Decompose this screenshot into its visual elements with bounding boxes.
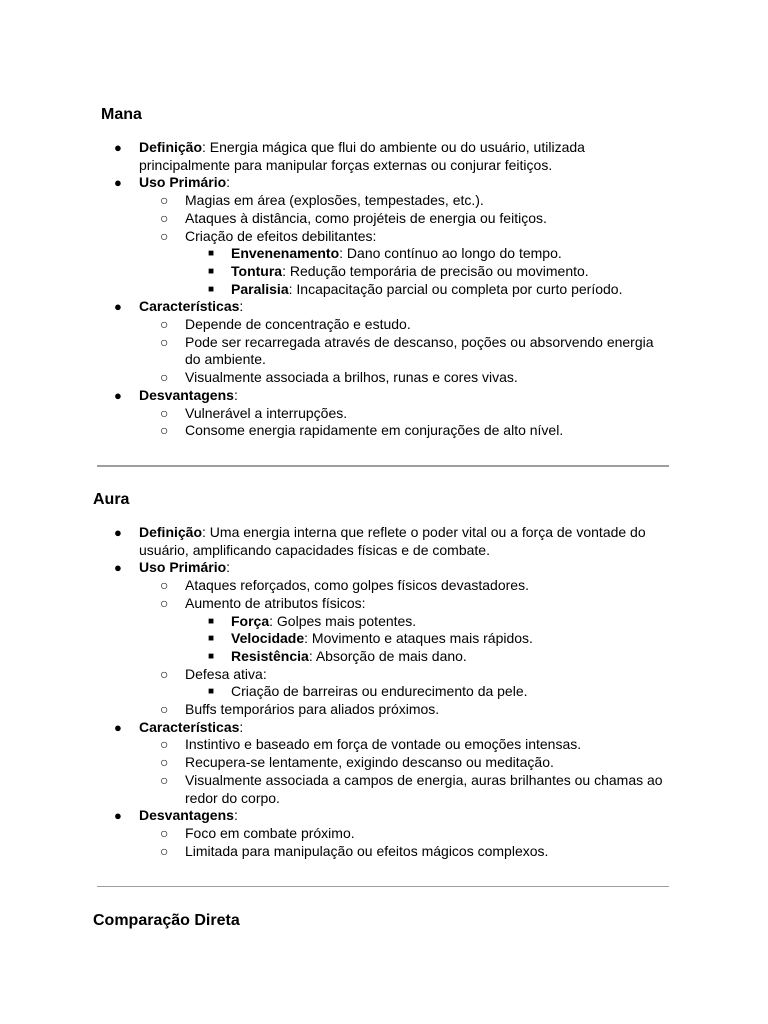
list-item-body: : xyxy=(233,386,238,403)
bullet-list-level-3 xyxy=(0,245,768,298)
list-item-body: Pode ser recarregada através de descanso, poções ou absorvendo energia do ambiente. xyxy=(185,333,654,368)
list-item-text xyxy=(0,298,669,316)
list-item xyxy=(0,754,768,772)
list-item-text xyxy=(0,666,669,684)
list-item-text xyxy=(0,630,669,648)
list-item-text xyxy=(0,174,669,192)
bullet-icon: ○ xyxy=(160,369,169,386)
list-item xyxy=(0,316,768,334)
bullet-icon: ● xyxy=(114,175,122,191)
list-item-text xyxy=(0,524,669,559)
bullet-list-level-1 xyxy=(0,524,768,860)
list-item xyxy=(0,524,768,559)
list-item-label: Tontura xyxy=(231,262,283,279)
list-item-body: Visualmente associada a brilhos, runas e cores vivas. xyxy=(185,369,518,386)
bullet-icon: ○ xyxy=(160,422,169,439)
bullet-icon: ■ xyxy=(208,686,215,698)
list-item-body: : Energia mágica que flui do ambiente ou do usuário, utilizada principalmente para manipular forças externas ou conjurar feitiços. xyxy=(139,139,585,173)
list-item-text xyxy=(0,648,669,666)
bullet-list-level-2 xyxy=(0,736,768,807)
bullet-icon: ■ xyxy=(208,615,215,627)
list-item xyxy=(0,666,768,701)
bullet-icon: ○ xyxy=(160,577,169,594)
list-item-body: : Golpes mais potentes. xyxy=(269,612,417,629)
list-item-body: Criação de efeitos debilitantes: xyxy=(185,227,377,244)
list-item-label: Desvantagens xyxy=(139,386,234,403)
bullet-icon: ■ xyxy=(208,283,215,295)
bullet-list-level-2 xyxy=(0,192,768,298)
section-mana xyxy=(0,139,768,440)
list-item xyxy=(0,334,768,369)
list-item-label: Desvantagens xyxy=(139,807,234,824)
list-item xyxy=(0,281,768,299)
list-item-text xyxy=(0,595,669,613)
list-item-body: : Absorção de mais dano. xyxy=(308,647,467,664)
list-item-label: Definição xyxy=(139,139,203,155)
list-item-body: Visualmente associada a campos de energia, auras brilhantes ou chamas ao redor do corpo. xyxy=(185,771,663,806)
list-item xyxy=(0,210,768,228)
list-item-body: : xyxy=(239,718,244,735)
bullet-icon: ● xyxy=(114,560,122,576)
bullet-list-level-3 xyxy=(0,683,768,701)
bullet-icon: ■ xyxy=(208,650,215,662)
list-item-text xyxy=(0,405,669,423)
list-item-text xyxy=(0,281,669,299)
list-item-text xyxy=(0,843,669,861)
list-item xyxy=(0,772,768,807)
section-divider xyxy=(97,886,669,887)
list-item xyxy=(0,369,768,387)
list-item xyxy=(0,559,768,718)
list-item-text xyxy=(0,387,669,405)
list-item-body: Vulnerável a interrupções. xyxy=(185,404,348,421)
bullet-icon: ● xyxy=(114,525,122,540)
list-item-text xyxy=(0,736,669,754)
list-item-body: : xyxy=(233,807,238,824)
list-item-label: Características xyxy=(139,718,240,735)
bullet-icon: ■ xyxy=(208,633,215,645)
list-item xyxy=(0,613,768,631)
list-item-label: Paralisia xyxy=(231,280,289,297)
list-item-body: : xyxy=(226,174,231,191)
bullet-icon: ● xyxy=(114,808,122,824)
bullet-list-level-2 xyxy=(0,405,768,440)
list-item-text xyxy=(0,192,669,210)
list-item-body: Criação de barreiras ou endurecimento da pele. xyxy=(231,683,528,700)
bullet-icon: ○ xyxy=(160,594,169,611)
bullet-icon: ○ xyxy=(160,824,169,841)
list-item-text xyxy=(0,139,669,174)
bullet-icon: ○ xyxy=(160,701,169,718)
list-item-text xyxy=(0,422,669,440)
list-item xyxy=(0,174,768,298)
list-item xyxy=(0,701,768,719)
list-item-body: Buffs temporários para aliados próximos. xyxy=(185,701,440,718)
list-item-body: : Incapacitação parcial ou completa por curto período. xyxy=(288,280,623,297)
list-item xyxy=(0,719,768,808)
heading-aura: Aura xyxy=(93,491,130,508)
bullet-icon: ■ xyxy=(208,265,215,277)
bullet-icon: ● xyxy=(114,387,122,403)
list-item-body: : Uma energia interna que reflete o poder vital ou a força de vontade do usuário, amplificando capacidades físicas e de combate. xyxy=(139,524,646,558)
bullet-icon: ○ xyxy=(160,771,169,788)
bullet-icon: ○ xyxy=(160,754,169,771)
bullet-icon: ● xyxy=(114,719,122,735)
list-item xyxy=(0,825,768,843)
list-item-label: Resistência xyxy=(231,647,309,664)
list-item-body: Recupera-se lentamente, exigindo descanso ou meditação. xyxy=(185,754,554,771)
list-item-label: Características xyxy=(139,298,240,315)
list-item-text xyxy=(0,559,669,577)
list-item-body: : xyxy=(239,298,244,315)
bullet-list-level-3 xyxy=(0,613,768,666)
list-item-text xyxy=(0,228,669,246)
list-item xyxy=(0,192,768,210)
list-item xyxy=(0,298,768,387)
list-item-text xyxy=(0,613,669,631)
list-item xyxy=(0,843,768,861)
list-item-text xyxy=(0,719,669,737)
list-item-body: Limitada para manipulação ou efeitos mágicos complexos. xyxy=(185,842,549,859)
list-item-label: Velocidade xyxy=(231,630,305,647)
list-item-text xyxy=(0,263,669,281)
list-item xyxy=(0,577,768,595)
section-divider xyxy=(97,465,669,467)
bullet-icon: ○ xyxy=(160,736,169,753)
list-item-body: : Dano contínuo ao longo do tempo. xyxy=(339,245,562,262)
bullet-icon: ○ xyxy=(160,209,169,226)
list-item-body: : Redução temporária de precisão ou movimento. xyxy=(282,262,589,279)
bullet-list-level-2 xyxy=(0,577,768,719)
list-item-text xyxy=(0,316,669,334)
list-item-label: Definição xyxy=(139,524,203,540)
list-item xyxy=(0,387,768,440)
list-item-text xyxy=(0,210,669,228)
heading-comparacao-direta: Comparação Direta xyxy=(93,912,240,929)
list-item xyxy=(0,630,768,648)
list-item-body: Defesa ativa: xyxy=(185,665,267,682)
bullet-icon: ● xyxy=(114,140,122,155)
list-item-body: Instintivo e baseado em força de vontade ou emoções intensas. xyxy=(185,736,582,753)
list-item-text xyxy=(0,825,669,843)
bullet-icon: ○ xyxy=(160,333,169,350)
list-item-text xyxy=(0,334,669,369)
list-item xyxy=(0,595,768,666)
list-item-body: Ataques à distância, como projéteis de energia ou feitiços. xyxy=(185,209,547,226)
list-item-text xyxy=(0,754,669,772)
list-item-body: Magias em área (explosões, tempestades, etc.). xyxy=(185,192,484,209)
bullet-list-level-2 xyxy=(0,825,768,860)
list-item xyxy=(0,405,768,423)
bullet-icon: ○ xyxy=(160,404,169,421)
list-item xyxy=(0,736,768,754)
bullet-list-level-1 xyxy=(0,139,768,440)
bullet-icon: ■ xyxy=(208,248,215,260)
list-item xyxy=(0,422,768,440)
list-item-body: Consome energia rapidamente em conjurações de alto nível. xyxy=(185,422,564,439)
list-item-text xyxy=(0,369,669,387)
section-aura xyxy=(0,524,768,860)
bullet-icon: ○ xyxy=(160,842,169,859)
list-item-body: Foco em combate próximo. xyxy=(185,824,355,841)
list-item xyxy=(0,263,768,281)
list-item-body: Aumento de atributos físicos: xyxy=(185,594,366,611)
list-item xyxy=(0,807,768,860)
list-item-text xyxy=(0,772,669,807)
bullet-icon: ○ xyxy=(160,665,169,682)
list-item-text xyxy=(0,577,669,595)
bullet-icon: ○ xyxy=(160,192,169,209)
list-item-body: Depende de concentração e estudo. xyxy=(185,316,411,333)
list-item xyxy=(0,228,768,299)
list-item xyxy=(0,245,768,263)
list-item-text xyxy=(0,807,669,825)
list-item xyxy=(0,648,768,666)
list-item-body: Ataques reforçados, como golpes físicos devastadores. xyxy=(185,577,529,594)
list-item-label: Força xyxy=(231,612,270,629)
list-item-label: Uso Primário xyxy=(139,559,227,576)
list-item-body: : xyxy=(226,559,231,576)
list-item xyxy=(0,139,768,174)
bullet-list-level-2 xyxy=(0,316,768,387)
list-item-text xyxy=(0,701,669,719)
bullet-icon: ○ xyxy=(160,227,169,244)
list-item-text xyxy=(0,245,669,263)
bullet-icon: ● xyxy=(114,299,122,315)
bullet-icon: ○ xyxy=(160,316,169,333)
list-item-text xyxy=(0,683,669,701)
heading-mana: Mana xyxy=(101,106,142,123)
list-item-body: : Movimento e ataques mais rápidos. xyxy=(304,630,533,647)
list-item-label: Uso Primário xyxy=(139,174,227,191)
list-item-label: Envenenamento xyxy=(231,245,340,262)
list-item xyxy=(0,683,768,701)
